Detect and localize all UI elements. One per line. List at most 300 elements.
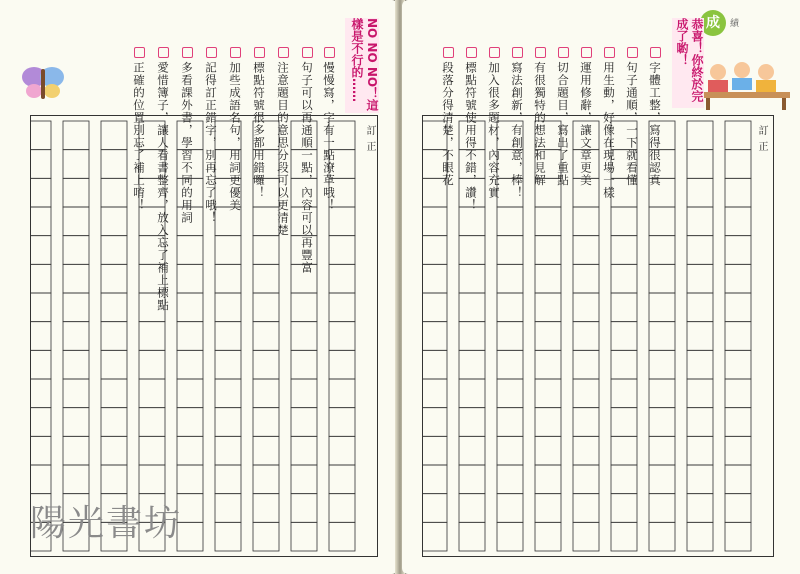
checkbox-icon xyxy=(489,47,500,58)
grid-cell xyxy=(611,350,637,379)
left-item-9: 正確的位置別忘了補上唷！ xyxy=(132,28,158,212)
grid-cell xyxy=(725,293,751,322)
no-banner: NO NO NO！這樣是不行的…… xyxy=(345,18,379,113)
grid-cell xyxy=(573,322,599,351)
grid-cell xyxy=(649,264,675,293)
grid-cell xyxy=(725,207,751,236)
left-item-3: 注意題目的意思分段可以更清楚 xyxy=(276,28,302,237)
left-item-4: 標點符號很多都用錯囉！ xyxy=(252,28,278,199)
grid-cell xyxy=(497,150,523,179)
grid-cell xyxy=(291,207,317,236)
grid-cell xyxy=(139,379,165,408)
grid-cell xyxy=(611,322,637,351)
grid-cell xyxy=(725,264,751,293)
right-item-7: 寫法創新，有創意，棒！ xyxy=(510,28,536,199)
grid-cell xyxy=(687,408,713,437)
grid-cell xyxy=(687,436,713,465)
grid-cell xyxy=(423,350,447,379)
grid-cell xyxy=(31,121,51,150)
grid-cell xyxy=(687,178,713,207)
grid-cell xyxy=(177,436,203,465)
grid-cell xyxy=(215,322,241,351)
grid-cell xyxy=(725,494,751,523)
grid-cell xyxy=(31,264,51,293)
grid-cell xyxy=(423,293,447,322)
grid-cell xyxy=(725,150,751,179)
checkbox-icon xyxy=(512,47,523,58)
grid-cell xyxy=(649,494,675,523)
grid-cell xyxy=(215,178,241,207)
grid-cell xyxy=(291,379,317,408)
grid-cell xyxy=(497,121,523,150)
grid-cell xyxy=(611,379,637,408)
grid-cell xyxy=(459,121,485,150)
grid-cell xyxy=(725,236,751,265)
grid-cell xyxy=(573,207,599,236)
checkbox-icon xyxy=(278,47,289,58)
grid-cell xyxy=(649,293,675,322)
grid-cell xyxy=(535,236,561,265)
grid-cell xyxy=(573,264,599,293)
grid-cell xyxy=(687,121,713,150)
grid-cell xyxy=(535,522,561,551)
grid-cell xyxy=(101,436,127,465)
grid-cell xyxy=(139,236,165,265)
grid-cell xyxy=(215,494,241,523)
grid-cell xyxy=(291,264,317,293)
grid-cell xyxy=(139,121,165,150)
grid-cell xyxy=(497,293,523,322)
grid-cell xyxy=(291,293,317,322)
grid-cell xyxy=(497,379,523,408)
grid-cell xyxy=(291,494,317,523)
grid-cell xyxy=(31,379,51,408)
grid-cell xyxy=(423,408,447,437)
grid-cell xyxy=(423,465,447,494)
grid-cell xyxy=(291,322,317,351)
grid-cell xyxy=(497,465,523,494)
grid-cell xyxy=(649,408,675,437)
grid-cell xyxy=(215,522,241,551)
grid-cell xyxy=(177,236,203,265)
grid-cell xyxy=(63,293,89,322)
grid-cell xyxy=(459,207,485,236)
grid-cell xyxy=(329,293,355,322)
checkbox-icon xyxy=(302,47,313,58)
grid-cell xyxy=(535,293,561,322)
grid-cell xyxy=(329,379,355,408)
grid-cell xyxy=(459,494,485,523)
grid-cell xyxy=(139,150,165,179)
grid-cell xyxy=(573,293,599,322)
grid-cell xyxy=(459,150,485,179)
checkbox-icon xyxy=(182,47,193,58)
grid-cell xyxy=(687,350,713,379)
right-item-10: 段落分得清楚，不眼花 xyxy=(441,28,467,187)
checkbox-icon xyxy=(230,47,241,58)
grid-cell xyxy=(291,178,317,207)
left-item-7: 多看課外書，學習不同的用詞 xyxy=(180,28,206,224)
grid-cell xyxy=(687,150,713,179)
grid-cell xyxy=(139,207,165,236)
grid-cell xyxy=(101,350,127,379)
grid-cell xyxy=(649,465,675,494)
grid-cell xyxy=(101,178,127,207)
grid-cell xyxy=(215,436,241,465)
grid-cell xyxy=(329,436,355,465)
right-item-6: 有很獨特的想法和見解 xyxy=(533,28,559,187)
grid-cell xyxy=(649,236,675,265)
grid-cell xyxy=(253,236,279,265)
grid-cell xyxy=(649,150,675,179)
grid-cell xyxy=(611,150,637,179)
grid-cell xyxy=(101,121,127,150)
grid-cell xyxy=(63,150,89,179)
grid-cell xyxy=(139,436,165,465)
grid-cell xyxy=(253,150,279,179)
grid-cell xyxy=(611,264,637,293)
grid-cell xyxy=(611,522,637,551)
grid-cell xyxy=(329,150,355,179)
grid-cell xyxy=(101,293,127,322)
grid-cell xyxy=(253,350,279,379)
grid-cell xyxy=(423,236,447,265)
grid-cell xyxy=(329,522,355,551)
grid-cell xyxy=(687,293,713,322)
right-item-2: 句子通順，一下就看懂 xyxy=(625,28,651,187)
grid-cell xyxy=(215,408,241,437)
grid-cell xyxy=(329,494,355,523)
grid-cell xyxy=(423,207,447,236)
grid-cell xyxy=(215,236,241,265)
grid-cell xyxy=(215,293,241,322)
grid-cell xyxy=(497,436,523,465)
grid-cell xyxy=(329,121,355,150)
grid-cell xyxy=(573,178,599,207)
grid-cell xyxy=(611,178,637,207)
grid-cell xyxy=(329,408,355,437)
grid-cell xyxy=(725,408,751,437)
grid-cell xyxy=(253,207,279,236)
grid-cell xyxy=(687,522,713,551)
grid-cell xyxy=(535,494,561,523)
grid-cell xyxy=(611,494,637,523)
grid-cell xyxy=(725,379,751,408)
grid-cell xyxy=(253,178,279,207)
checkbox-icon xyxy=(134,47,145,58)
grid-cell xyxy=(573,465,599,494)
grid-cell xyxy=(649,322,675,351)
grid-cell xyxy=(101,322,127,351)
grid-cell xyxy=(497,178,523,207)
right-item-5: 切合題目，寫出了重點 xyxy=(556,28,582,187)
grid-cell xyxy=(215,379,241,408)
left-item-2: 句子可以再通順一點，內容可以再豐富 xyxy=(300,28,326,274)
grid-cell xyxy=(177,379,203,408)
grid-cell xyxy=(535,121,561,150)
grid-cell xyxy=(573,436,599,465)
grid-cell xyxy=(31,465,51,494)
grid-cell xyxy=(63,322,89,351)
checkbox-icon xyxy=(627,47,638,58)
grid-cell xyxy=(253,293,279,322)
grid-cell xyxy=(101,379,127,408)
children-at-desks-icon xyxy=(700,52,792,112)
grid-cell xyxy=(497,322,523,351)
checkbox-icon xyxy=(604,47,615,58)
grid-cell xyxy=(649,379,675,408)
grid-cell xyxy=(535,465,561,494)
grid-cell xyxy=(423,322,447,351)
grid-cell xyxy=(611,207,637,236)
right-writing-grid xyxy=(422,115,774,557)
grid-cell xyxy=(177,408,203,437)
grid-cell xyxy=(177,293,203,322)
grid-cell xyxy=(215,121,241,150)
grid-cell xyxy=(329,350,355,379)
left-writing-grid xyxy=(30,115,378,557)
grid-cell xyxy=(177,178,203,207)
right-correction-label: 訂正 xyxy=(756,125,767,157)
grid-cell xyxy=(63,236,89,265)
grid-cell xyxy=(253,522,279,551)
grid-cell xyxy=(649,436,675,465)
grid-cell xyxy=(423,178,447,207)
grid-cell xyxy=(215,264,241,293)
grid-cell xyxy=(459,436,485,465)
grid-cell xyxy=(725,350,751,379)
grid-cell xyxy=(101,150,127,179)
grid-cell xyxy=(573,379,599,408)
grid-cell xyxy=(139,350,165,379)
grid-cell xyxy=(423,522,447,551)
grid-cell xyxy=(253,322,279,351)
grid-cell xyxy=(459,408,485,437)
left-correction-label: 訂正 xyxy=(364,125,375,157)
grid-cell xyxy=(31,322,51,351)
grid-cell xyxy=(459,465,485,494)
grid-cell xyxy=(63,178,89,207)
grid-cell xyxy=(649,207,675,236)
grid-cell xyxy=(573,350,599,379)
grid-cell xyxy=(329,465,355,494)
grid-cell xyxy=(329,236,355,265)
grid-cell xyxy=(215,350,241,379)
left-item-5: 加些成語名句，用詞更優美 xyxy=(228,28,254,212)
grid-cell xyxy=(291,350,317,379)
grid-cell xyxy=(63,436,89,465)
grid-cell xyxy=(31,236,51,265)
grid-cell xyxy=(63,264,89,293)
grid-cell xyxy=(611,465,637,494)
grid-cell xyxy=(329,207,355,236)
grid-cell xyxy=(177,264,203,293)
right-item-4: 運用修辭，讓文章更美 xyxy=(579,28,605,187)
grid-cell xyxy=(497,236,523,265)
grid-cell xyxy=(459,522,485,551)
grid-cell xyxy=(423,379,447,408)
grid-cell xyxy=(253,465,279,494)
grid-cell xyxy=(611,436,637,465)
grid-cell xyxy=(497,522,523,551)
grid-cell xyxy=(611,236,637,265)
grid-cell xyxy=(687,465,713,494)
grid-cell xyxy=(423,494,447,523)
grid-cell xyxy=(139,322,165,351)
grid-cell xyxy=(31,408,51,437)
grid-cell xyxy=(459,178,485,207)
grid-cell xyxy=(31,293,51,322)
grid-cell xyxy=(253,121,279,150)
grid-cell xyxy=(649,350,675,379)
grid-cell xyxy=(177,350,203,379)
grid-cell xyxy=(725,436,751,465)
grid-cell xyxy=(423,150,447,179)
grid-cell xyxy=(139,465,165,494)
grid-cell xyxy=(101,408,127,437)
grid-cell xyxy=(63,207,89,236)
grid-cell xyxy=(459,236,485,265)
congrats-banner: 恭喜！你終於完成了喲！ xyxy=(672,18,704,108)
grid-cell xyxy=(535,350,561,379)
grid-cell xyxy=(459,264,485,293)
grid-cell xyxy=(459,379,485,408)
right-item-3: 用生動，好像在現場一樣 xyxy=(602,28,628,199)
checkbox-icon xyxy=(443,47,454,58)
grid-cell xyxy=(497,207,523,236)
grid-cell xyxy=(535,436,561,465)
grid-cell xyxy=(291,236,317,265)
grid-cell xyxy=(291,436,317,465)
grid-cell xyxy=(459,293,485,322)
grid-cell xyxy=(63,121,89,150)
grid-cell xyxy=(649,121,675,150)
grid-cell xyxy=(725,121,751,150)
grid-cell xyxy=(611,293,637,322)
grid-cell xyxy=(253,494,279,523)
grid-cell xyxy=(573,150,599,179)
grade-logo: 成 xyxy=(700,10,726,36)
grid-cell xyxy=(687,322,713,351)
grid-cell xyxy=(497,264,523,293)
grid-cell xyxy=(611,121,637,150)
grid-cell xyxy=(63,379,89,408)
grid-cell xyxy=(253,408,279,437)
grid-cell xyxy=(573,236,599,265)
grid-cell xyxy=(253,264,279,293)
grid-cell xyxy=(423,436,447,465)
grid-cell xyxy=(177,121,203,150)
grid-cell xyxy=(573,408,599,437)
right-page xyxy=(402,0,800,574)
grid-cell xyxy=(31,350,51,379)
grid-cell xyxy=(687,264,713,293)
grid-cell xyxy=(497,494,523,523)
grid-cell xyxy=(291,465,317,494)
grid-cell xyxy=(535,178,561,207)
grid-cell xyxy=(459,322,485,351)
watermark: 陽光書坊 xyxy=(30,503,183,544)
grid-cell xyxy=(291,522,317,551)
checkbox-icon xyxy=(206,47,217,58)
grid-cell xyxy=(535,150,561,179)
right-item-9: 標點符號使用得不錯，讚！ xyxy=(464,28,490,212)
grid-cell xyxy=(177,322,203,351)
grid-cell xyxy=(215,207,241,236)
grid-cell xyxy=(459,350,485,379)
grid-cell xyxy=(31,207,51,236)
grid-cell xyxy=(101,264,127,293)
grid-cell xyxy=(649,522,675,551)
checkbox-icon xyxy=(158,47,169,58)
grid-cell xyxy=(535,379,561,408)
grid-cell xyxy=(329,264,355,293)
grid-cell xyxy=(423,121,447,150)
grid-cell xyxy=(687,207,713,236)
grid-cell xyxy=(177,465,203,494)
grid-cell xyxy=(535,408,561,437)
grid-cell xyxy=(31,150,51,179)
checkbox-icon xyxy=(581,47,592,58)
grid-cell xyxy=(177,150,203,179)
grid-cell xyxy=(649,178,675,207)
grid-cell xyxy=(101,207,127,236)
grid-cell xyxy=(535,322,561,351)
grid-cell xyxy=(215,150,241,179)
checkbox-icon xyxy=(466,47,477,58)
grid-cell xyxy=(139,264,165,293)
grid-cell xyxy=(101,465,127,494)
checkbox-icon xyxy=(254,47,265,58)
grid-cell xyxy=(63,408,89,437)
grid-cell xyxy=(291,150,317,179)
grid-cell xyxy=(291,408,317,437)
grid-cell xyxy=(63,350,89,379)
grid-cell xyxy=(535,264,561,293)
grid-cell xyxy=(573,121,599,150)
right-item-1: 字體工整，寫得很認真 xyxy=(648,28,674,187)
grid-cell xyxy=(139,408,165,437)
left-item-6: 記得訂正錯字，別再忘了哦！ xyxy=(204,28,230,224)
grid-cell xyxy=(687,494,713,523)
checkbox-icon xyxy=(535,47,546,58)
grid-cell xyxy=(291,121,317,150)
grid-cell xyxy=(101,236,127,265)
grid-cell xyxy=(611,408,637,437)
grid-cell xyxy=(215,465,241,494)
grid-cell xyxy=(573,494,599,523)
grid-cell xyxy=(31,436,51,465)
grade-logo-sub: 績 xyxy=(730,19,740,29)
grid-cell xyxy=(329,322,355,351)
grid-cell xyxy=(687,236,713,265)
butterfly-icon xyxy=(20,55,66,105)
grid-cell xyxy=(139,178,165,207)
grid-cell xyxy=(63,465,89,494)
grid-cell xyxy=(725,178,751,207)
left-item-8: 愛惜簿子，讓人看書整齊，放入忘了補上標點 xyxy=(156,28,182,312)
grid-cell xyxy=(423,264,447,293)
left-page xyxy=(0,0,398,574)
grid-cell xyxy=(253,379,279,408)
grid-cell xyxy=(31,178,51,207)
grid-cell xyxy=(253,436,279,465)
grid-cell xyxy=(573,522,599,551)
grid-cell xyxy=(725,465,751,494)
grid-cell xyxy=(497,408,523,437)
grid-cell xyxy=(725,522,751,551)
grid-cell xyxy=(177,207,203,236)
